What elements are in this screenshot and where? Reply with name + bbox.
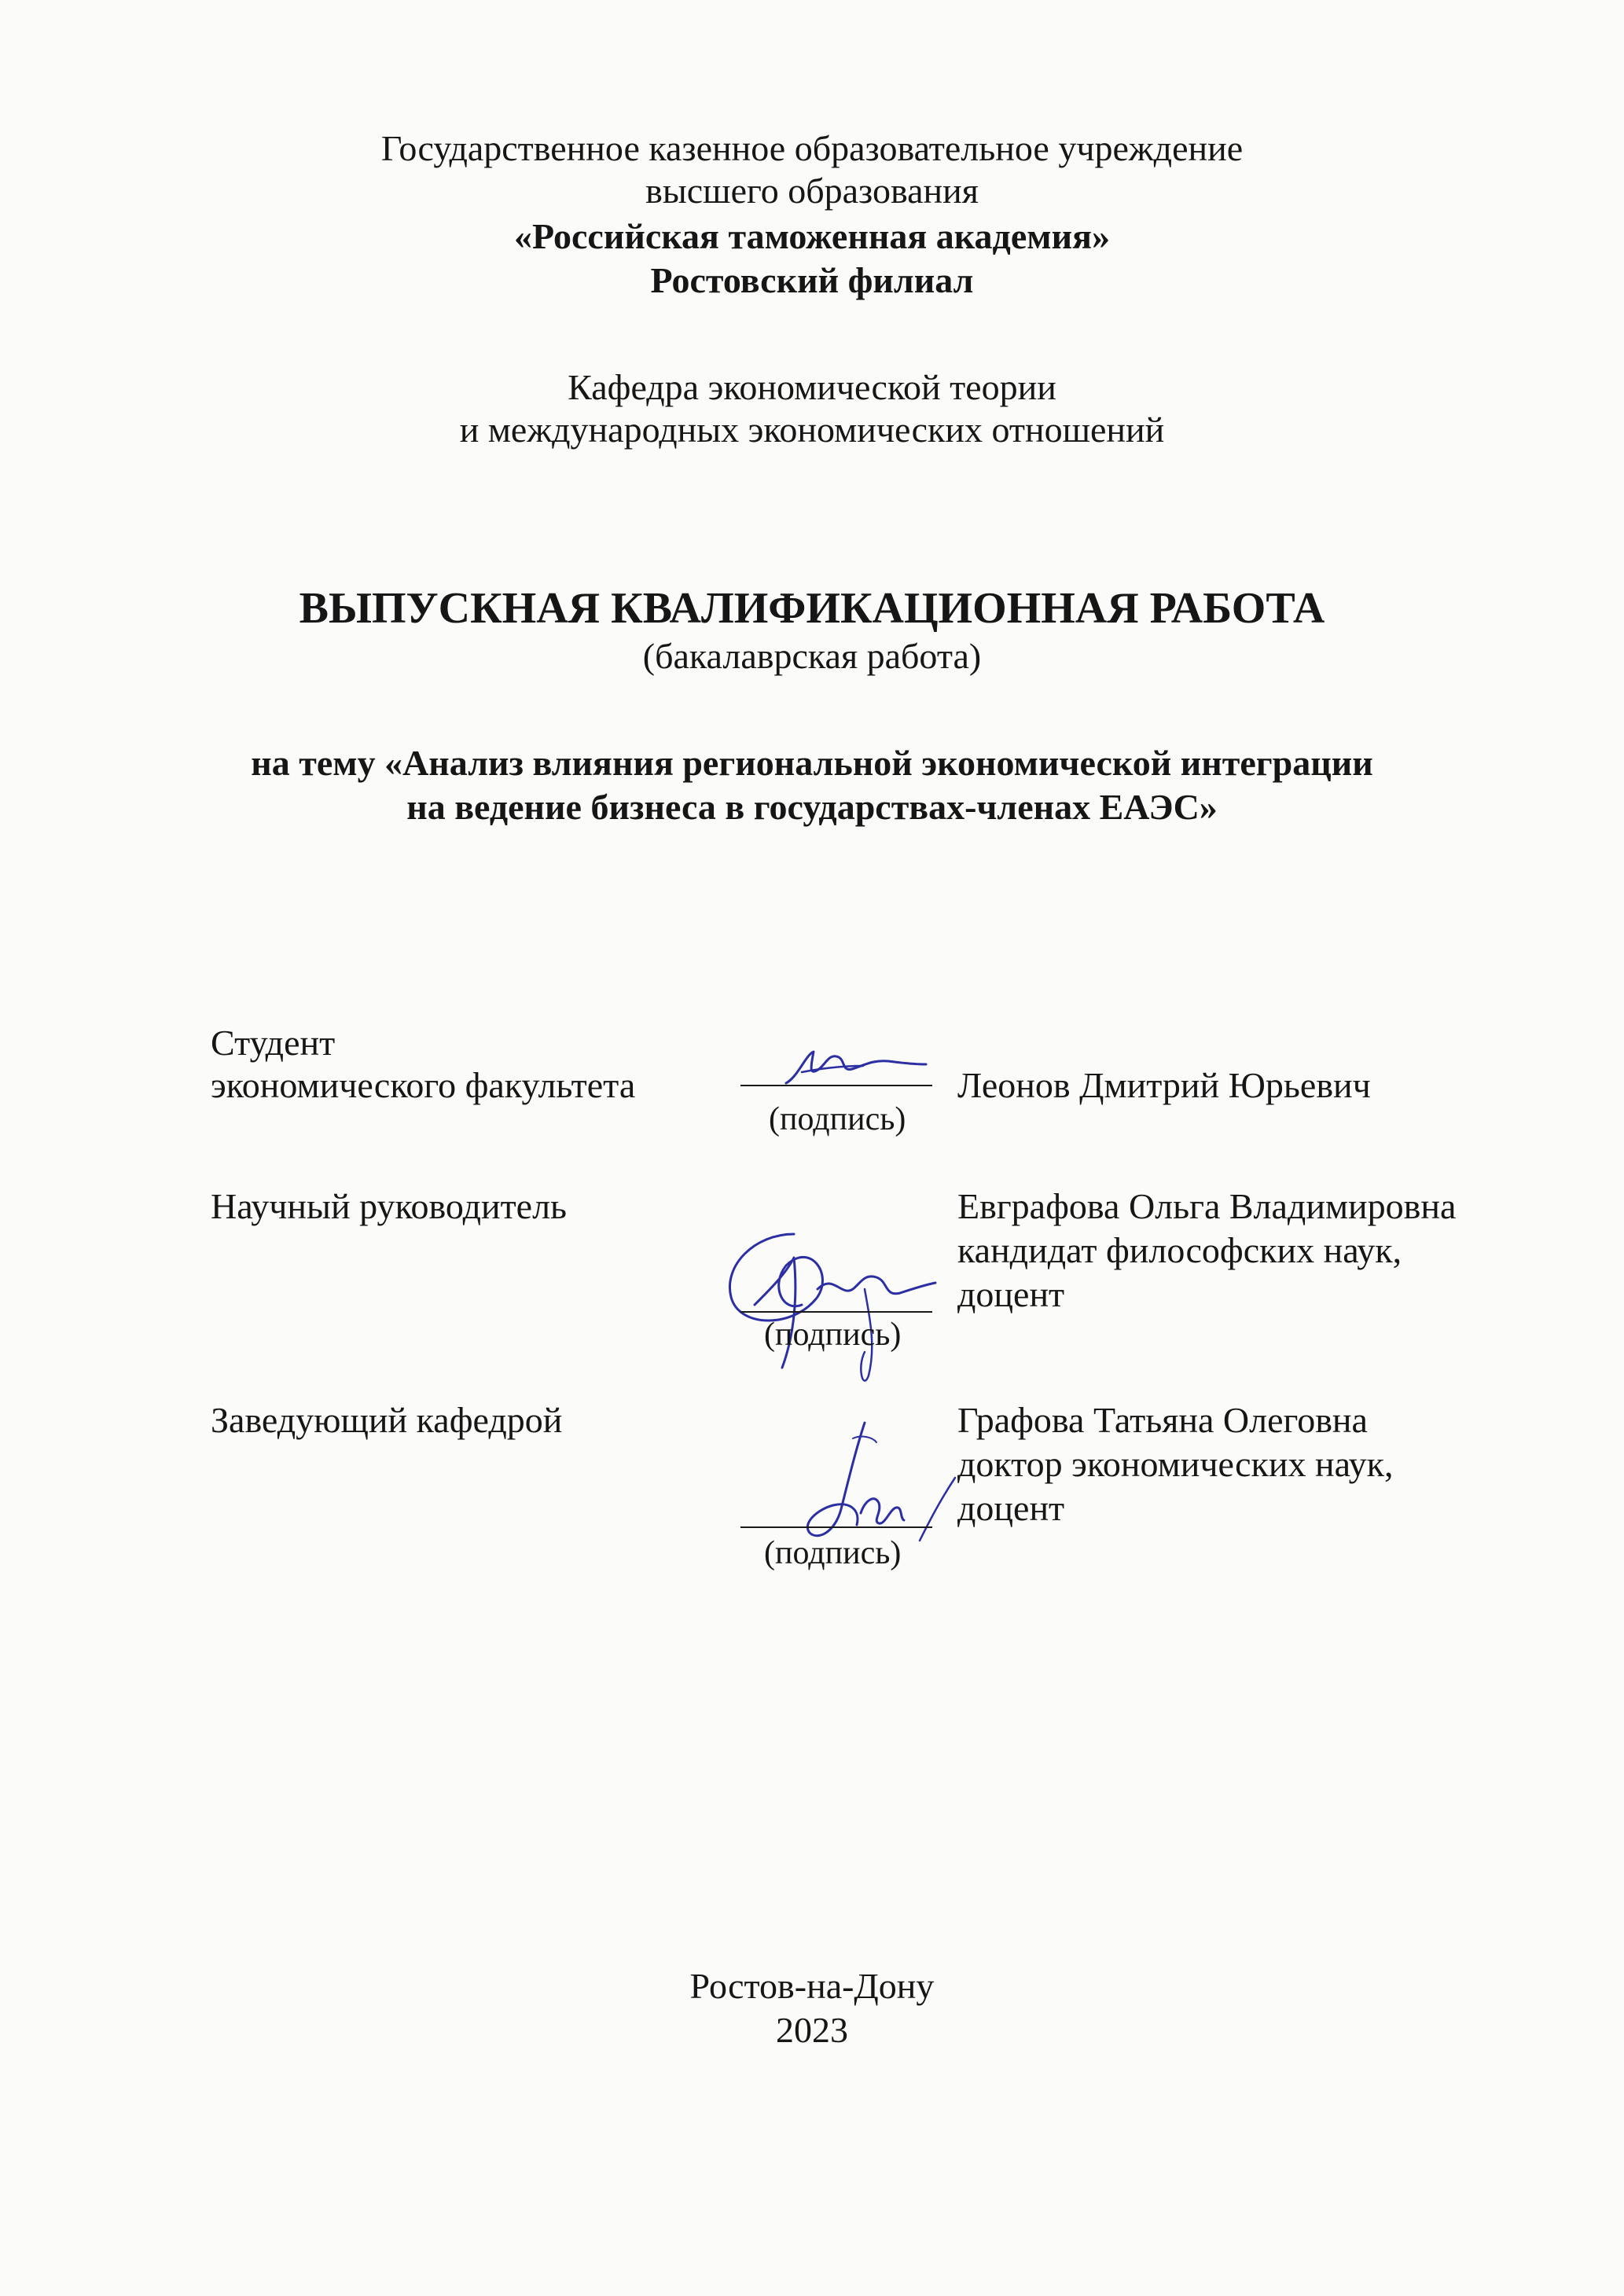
head-role: Заведующий кафедрой bbox=[211, 1400, 563, 1440]
topic-line-2: на ведение бизнеса в государствах-членах ЕАЭС» bbox=[406, 787, 1218, 827]
work-subtitle: (бакалаврская работа) bbox=[642, 636, 982, 676]
supervisor-signature-label: (подпись) bbox=[764, 1317, 902, 1353]
student-name: Леонов Дмитрий Юрьевич bbox=[957, 1065, 1371, 1105]
student-role-line-1: Студент bbox=[211, 1023, 336, 1063]
city: Ростов-на-Дону bbox=[689, 1966, 935, 2006]
institution-level: высшего образования bbox=[645, 171, 979, 211]
head-signature-line bbox=[740, 1526, 932, 1528]
supervisor-role: Научный руководитель bbox=[211, 1186, 568, 1226]
student-signature-line bbox=[740, 1085, 932, 1086]
head-rank: доцент bbox=[957, 1488, 1065, 1528]
student-signature-label: (подпись) bbox=[769, 1101, 906, 1137]
branch-name: Ростовский филиал bbox=[650, 260, 974, 300]
department-line-1: Кафедра экономической теории bbox=[568, 367, 1056, 407]
work-title: ВЫПУСКНАЯ КВАЛИФИКАЦИОННАЯ РАБОТА bbox=[299, 584, 1325, 633]
academy-name: «Российская таможенная академия» bbox=[514, 216, 1110, 256]
head-name: Графова Татьяна Олеговна bbox=[957, 1400, 1368, 1440]
supervisor-signature-line bbox=[740, 1311, 932, 1313]
supervisor-degree: кандидат философских наук, bbox=[957, 1230, 1402, 1270]
year: 2023 bbox=[776, 2010, 848, 2050]
supervisor-name: Евграфова Ольга Владимировна bbox=[957, 1186, 1457, 1226]
institution-type: Государственное казенное образовательное учреждение bbox=[380, 128, 1244, 168]
supervisor-signature bbox=[707, 1210, 943, 1383]
topic-line-1: на тему «Анализ влияния региональной экономической интеграции bbox=[251, 743, 1373, 783]
student-role-line-2: экономического факультета bbox=[211, 1065, 636, 1105]
head-signature-label: (подпись) bbox=[764, 1535, 902, 1571]
head-degree: доктор экономических наук, bbox=[957, 1444, 1394, 1484]
supervisor-rank: доцент bbox=[957, 1274, 1065, 1314]
department-line-2: и международных экономических отношений bbox=[459, 410, 1165, 450]
